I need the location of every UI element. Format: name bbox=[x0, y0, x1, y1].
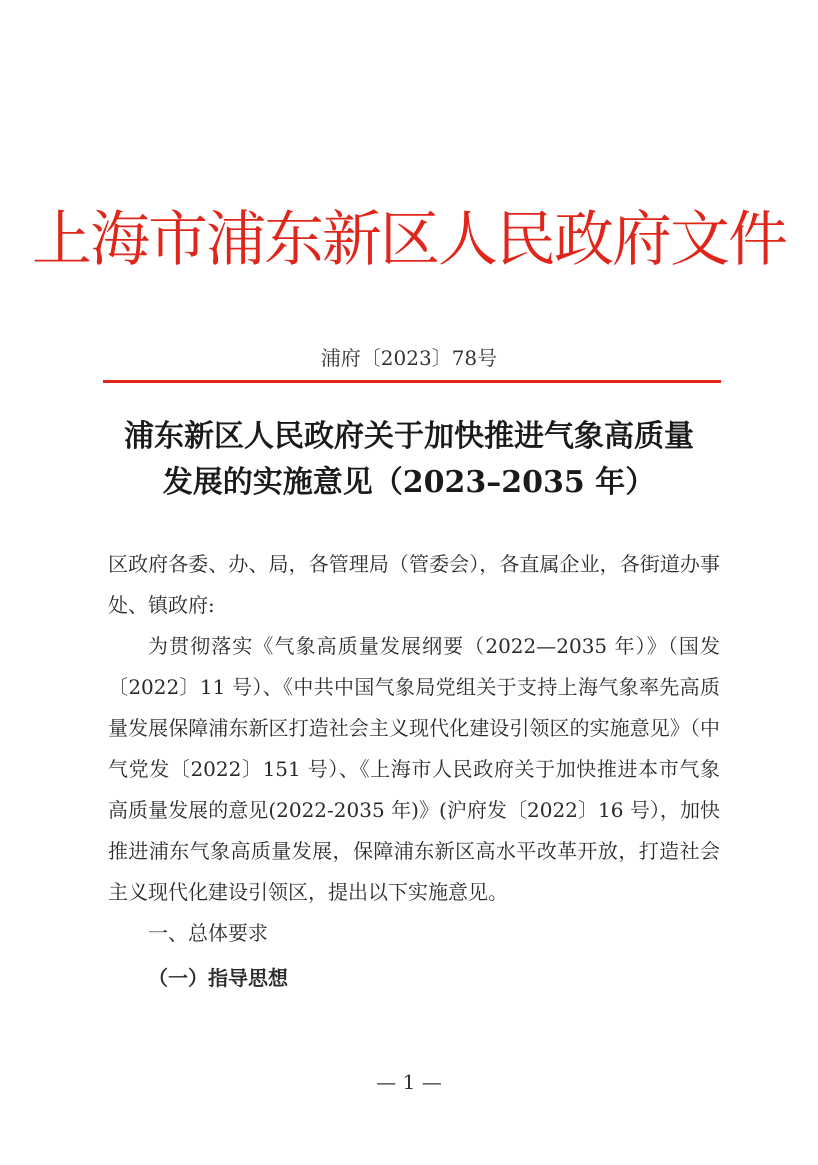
body-paragraph: 为贯彻落实《气象高质量发展纲要（2022—2035 年）》（国发〔2022〕11 号）、《中共中国气象局党组关于支持上海气象率先高质量发展保障浦东新区打造社会主义现代化建设引领区的实施意见》（中气党发〔2022〕151 号）、《上海市人民政府关于加快推进本市气象高质量发展的意见(2022-2035 年)》(沪府发〔2022〕16 号），加快推进浦东气象高质量发展，保障浦东新区高水平改革开放，打造社会主义现代化建设引领区，提出以下实施意见。 bbox=[108, 634, 720, 904]
red-divider-line bbox=[103, 380, 721, 383]
page-number: — 1 — bbox=[376, 1070, 442, 1094]
issuer-title: 上海市浦东新区人民政府文件 bbox=[32, 205, 786, 275]
document-title-line-2: 发展的实施意见（2023–2035 年） bbox=[162, 465, 656, 500]
document-body bbox=[108, 544, 720, 999]
document-title bbox=[60, 414, 758, 506]
document-number: 浦府〔2023〕78号 bbox=[320, 346, 498, 370]
section-heading: 一、总体要求 bbox=[148, 921, 268, 945]
addressee: 区政府各委、办、局，各管理局（管委会），各直属企业，各街道办事处、镇政府: bbox=[108, 552, 720, 617]
subsection-heading: （一）指导思想 bbox=[148, 966, 288, 990]
document-title-line-1: 浦东新区人民政府关于加快推进气象高质量 bbox=[124, 419, 694, 454]
